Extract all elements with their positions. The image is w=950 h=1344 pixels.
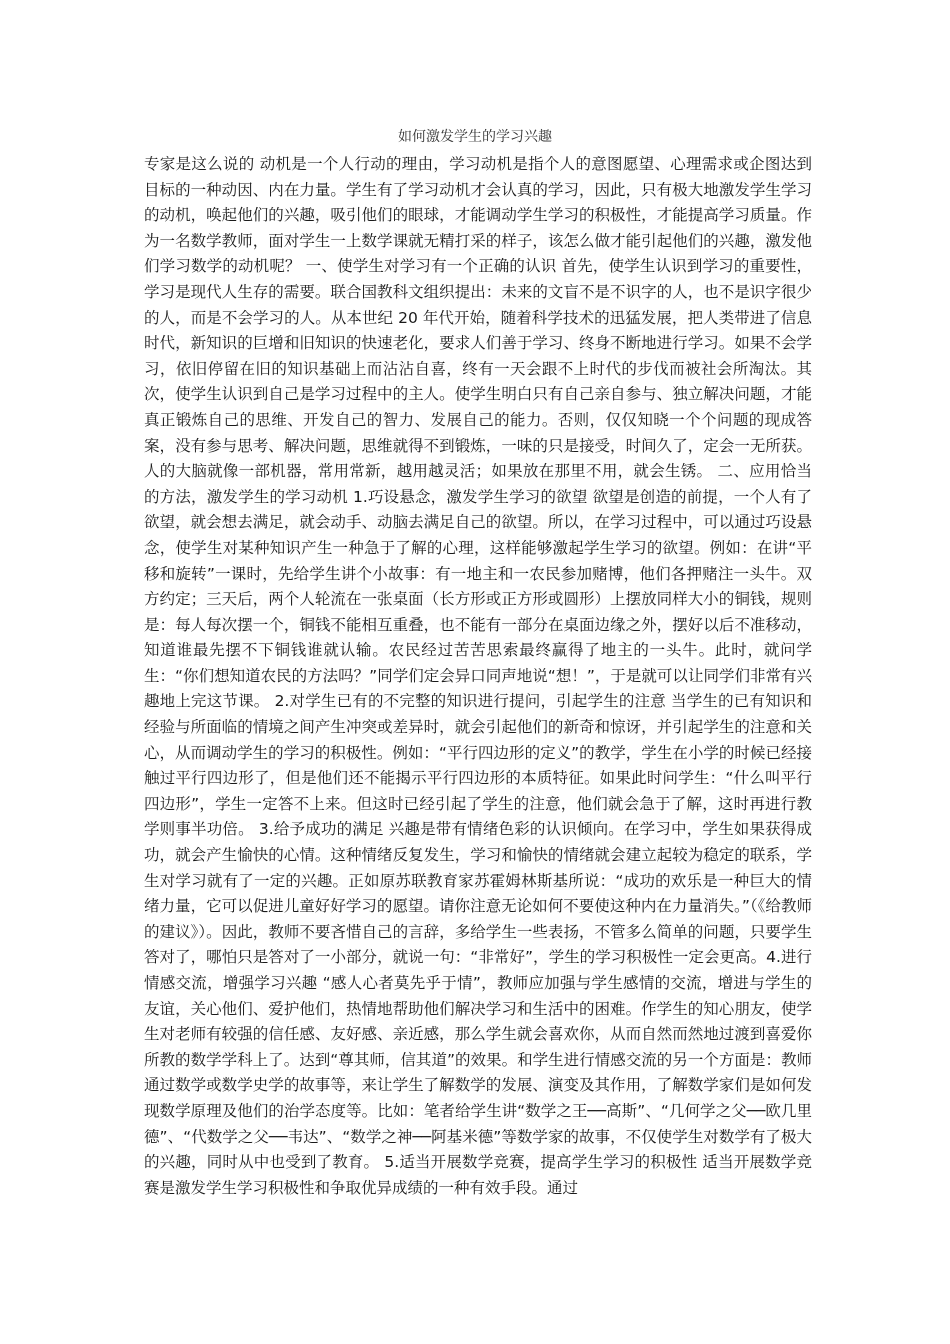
document-title: 如何激发学生的学习兴趣 bbox=[398, 129, 552, 145]
document-body: 专家是这么说的 动机是一个人行动的理由，学习动机是指个人的意图愿望、心理需求或企图达到目标的一种动因、内在力量。学生有了学习动机才会认真的学习，因此，只有极大地激发学生学习的动机，唤起他们的兴趣，吸引他们的眼球，才能调动学生学习的积极性，才能提高学习质量。作为一名数学教师，面对学生一上数学课就无精打采的样子，该怎么做才能引起他们的兴趣，激发他们学习数学的动机呢？ 一、使学生对学习有一个正确的认识 首先，使学生认识到学习的重要性，学习是现代人生存的需要。联合国教科文组织提出：未来的文盲不是不识字的人，也不是识字很少的人，而是不会学习的人。从本世纪 20 年代开始，随着科学技术的迅猛发展，把人类带进了信息时代，新知识的巨增和旧知识的快速老化，要求人们善于学习、终身不断地进行学习。如果不会学习，依旧停留在旧的知识基础上而沾沾自喜，终有一天会跟不上时代的步伐而被社会所淘汰。其次，使学生认识到自己是学习过程中的主人。使学生明白只有自己亲自参与、独立解决问题，才能真正锻炼自己的思维、开发自己的智力、发展自己的能力。否则，仅仅知晓一个个问题的现成答案，没有参与思考、解决问题，思维就得不到锻炼，一味的只是接受，时间久了，定会一无所获。人的大脑就像一部机器，常用常新，越用越灵活；如果放在那里不用，就会生锈。 二、应用恰当的方法，激发学生的学习动机 1.巧设悬念，激发学生学习的欲望 欲望是创造的前提，一个人有了欲望，就会想去满足，就会动手、动脑去满足自己的欲望。所以，在学习过程中，可以通过巧设悬念，使学生对某种知识产生一种急于了解的心理，这样能够激起学生学习的欲望。例如：在讲“平移和旋转”一课时，先给学生讲个小故事：有一地主和一农民参加赌博，他们各押赌注一头牛。双方约定；三天后，两个人轮流在一张桌面（长方形或正方形或圆形）上摆放同样大小的铜钱，规则是：每人每次摆一个，铜钱不能相互重叠，也不能有一部分在桌面边缘之外，摆好以后不准移动，知道谁最先摆不下铜钱谁就认输。农民经过苦苦思索最终赢得了地主的一头牛。此时，就问学生：“你们想知道农民的方法吗？”同学们定会异口同声地说“想！”，于是就可以让同学们非常有兴趣地上完这节课。 2.对学生已有的不完整的知识进行提问，引起学生的注意 当学生的已有知识和经验与所面临的情境之间产生冲突或差异时，就会引起他们的新奇和惊讶，并引起学生的注意和关心，从而调动学生的学习的积极性。例如：“平行四边形的定义”的教学，学生在小学的时候已经接触过平行四边形了，但是他们还不能揭示平行四边形的本质特征。如果此时问学生：“什么叫平行四边形”，学生一定答不上来。但这时已经引起了学生的注意，他们就会急于了解，这时再进行教学则事半功倍。 3.给予成功的满足 兴趣是带有情绪色彩的认识倾向。在学习中，学生如果获得成功，就会产生愉快的心情。这种情绪反复发生，学习和愉快的情绪就会建立起较为稳定的联系，学生对学习就有了一定的兴趣。正如原苏联教育家苏霍姆林斯基所说：“成功的欢乐是一种巨大的情绪力量，它可以促进儿童好好学习的愿望。请你注意无论如何不要使这种内在力量消失。”（《给教师的建议》）。因此，教师不要吝惜自己的言辞，多给学生一些表扬，不管多么简单的问题，只要学生答对了，哪怕只是答对了一小部分，就说一句：“非常好”，学生的学习积极性一定会更高。4.进行情感交流，增强学习兴趣 “感人心者莫先乎于情”，教师应加强与学生感情的交流，增进与学生的友谊，关心他们、爱护他们，热情地帮助他们解决学习和生活中的困难。作学生的知心朋友，使学生对老师有较强的信任感、友好感、亲近感，那么学生就会喜欢你，从而自然而然地过渡到喜爱你所教的数学学科上了。达到“尊其师，信其道”的效果。和学生进行情感交流的另一个方面是：教师通过数学或数学史学的故事等，来让学生了解数学的发展、演变及其作用，了解数学家们是如何发现数学原理及他们的治学态度等。比如：笔者给学生讲“数学之王──高斯”、“几何学之父──欧几里德”、“代数学之父──韦达”、“数学之神──阿基米德”等数学家的故事，不仅使学生对数学有了极大的兴趣，同时从中也受到了教育。 5.适当开展数学竞赛，提高学生学习的积极性 适当开展数学竞赛是激发学生学习积极性和争取优异成绩的一种有效手段。通过 bbox=[144, 155, 812, 1197]
